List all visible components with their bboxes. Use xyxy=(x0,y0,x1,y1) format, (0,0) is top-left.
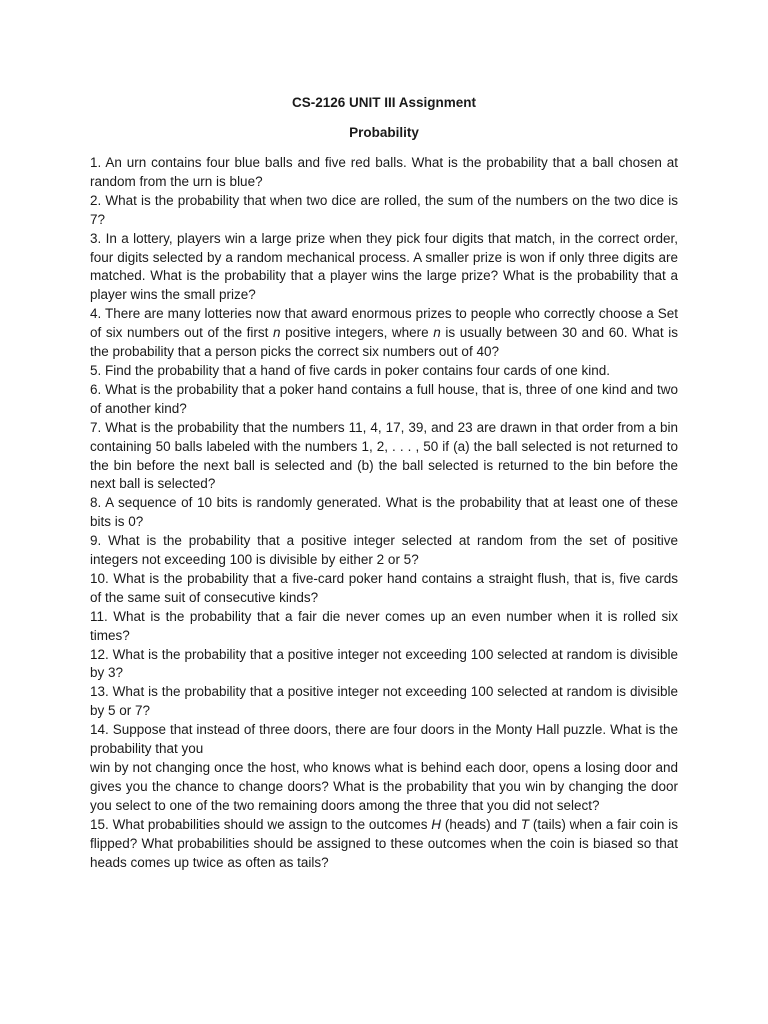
question-2: 2. What is the probability that when two dice are rolled, the sum of the numbers on the two dice is 7? xyxy=(90,192,678,227)
question-14: 14. Suppose that instead of three doors, there are four doors in the Monty Hall puzzle. What is the probability that you xyxy=(90,722,678,757)
document-title: CS-2126 UNIT III Assignment xyxy=(291,95,477,110)
question-14-continued: win by not changing once the host, who knows what is behind each door, opens a losing door and gives you the chance to change doors? What is the probability that you win by changing the door you select to one of the two remaining doors among the three that you did not select? xyxy=(90,760,678,813)
question-list xyxy=(90,154,678,872)
question-5: 5. Find the probability that a hand of five cards in poker contains four cards of one kind. xyxy=(90,362,611,378)
question-7: 7. What is the probability that the numbers 11, 4, 17, 39, and 23 are drawn in that order from a bin containing 50 balls labeled with the numbers 1, 2, . . . , 50 if (a) the ball selected is not returned to the bin before the next ball is selected and (b) the ball selected is returned to the bin before the next ball is selected? xyxy=(90,419,678,492)
question-4: 4. There are many lotteries now that award enormous prizes to people who correctly choose a Set of six numbers out of the first n positive integers, where n is usually between 30 and 60. What is the probability that a person picks the correct six numbers out of 40? xyxy=(90,306,679,360)
question-13: 13. What is the probability that a positive integer not exceeding 100 selected at random is divisible by 5 or 7? xyxy=(90,684,678,719)
question-3: 3. In a lottery, players win a large prize when they pick four digits that match, in the correct order, four digits selected by a random mechanical process. A smaller prize is won if only three digits are matched. What is the probability that a player wins the large prize? What is the probability that a player wins the small prize? xyxy=(90,230,678,303)
question-11: 11. What is the probability that a fair die never comes up an even number when it is rolled six times? xyxy=(90,608,678,643)
question-9: 9. What is the probability that a positive integer selected at random from the set of positive integers not exceeding 100 is divisible by either 2 or 5? xyxy=(90,533,678,568)
question-1: 1. An urn contains four blue balls and five red balls. What is the probability that a ball chosen at random from the urn is blue? xyxy=(90,155,678,189)
question-15: 15. What probabilities should we assign to the outcomes H (heads) and T (tails) when a fair coin is flipped? What probabilities should be assigned to these outcomes when the coin is biased so that heads comes up twice as often as tails? xyxy=(90,816,678,870)
question-8: 8. A sequence of 10 bits is randomly generated. What is the probability that at least one of these bits is 0? xyxy=(90,495,678,530)
question-12: 12. What is the probability that a positive integer not exceeding 100 selected at random is divisible by 3? xyxy=(90,646,678,681)
document-subtitle: Probability xyxy=(349,125,419,140)
question-10: 10. What is the probability that a five-card poker hand contains a straight flush, that is, five cards of the same suit of consecutive kinds? xyxy=(90,570,678,605)
question-6: 6. What is the probability that a poker hand contains a full house, that is, three of one kind and two of another kind? xyxy=(90,381,678,416)
